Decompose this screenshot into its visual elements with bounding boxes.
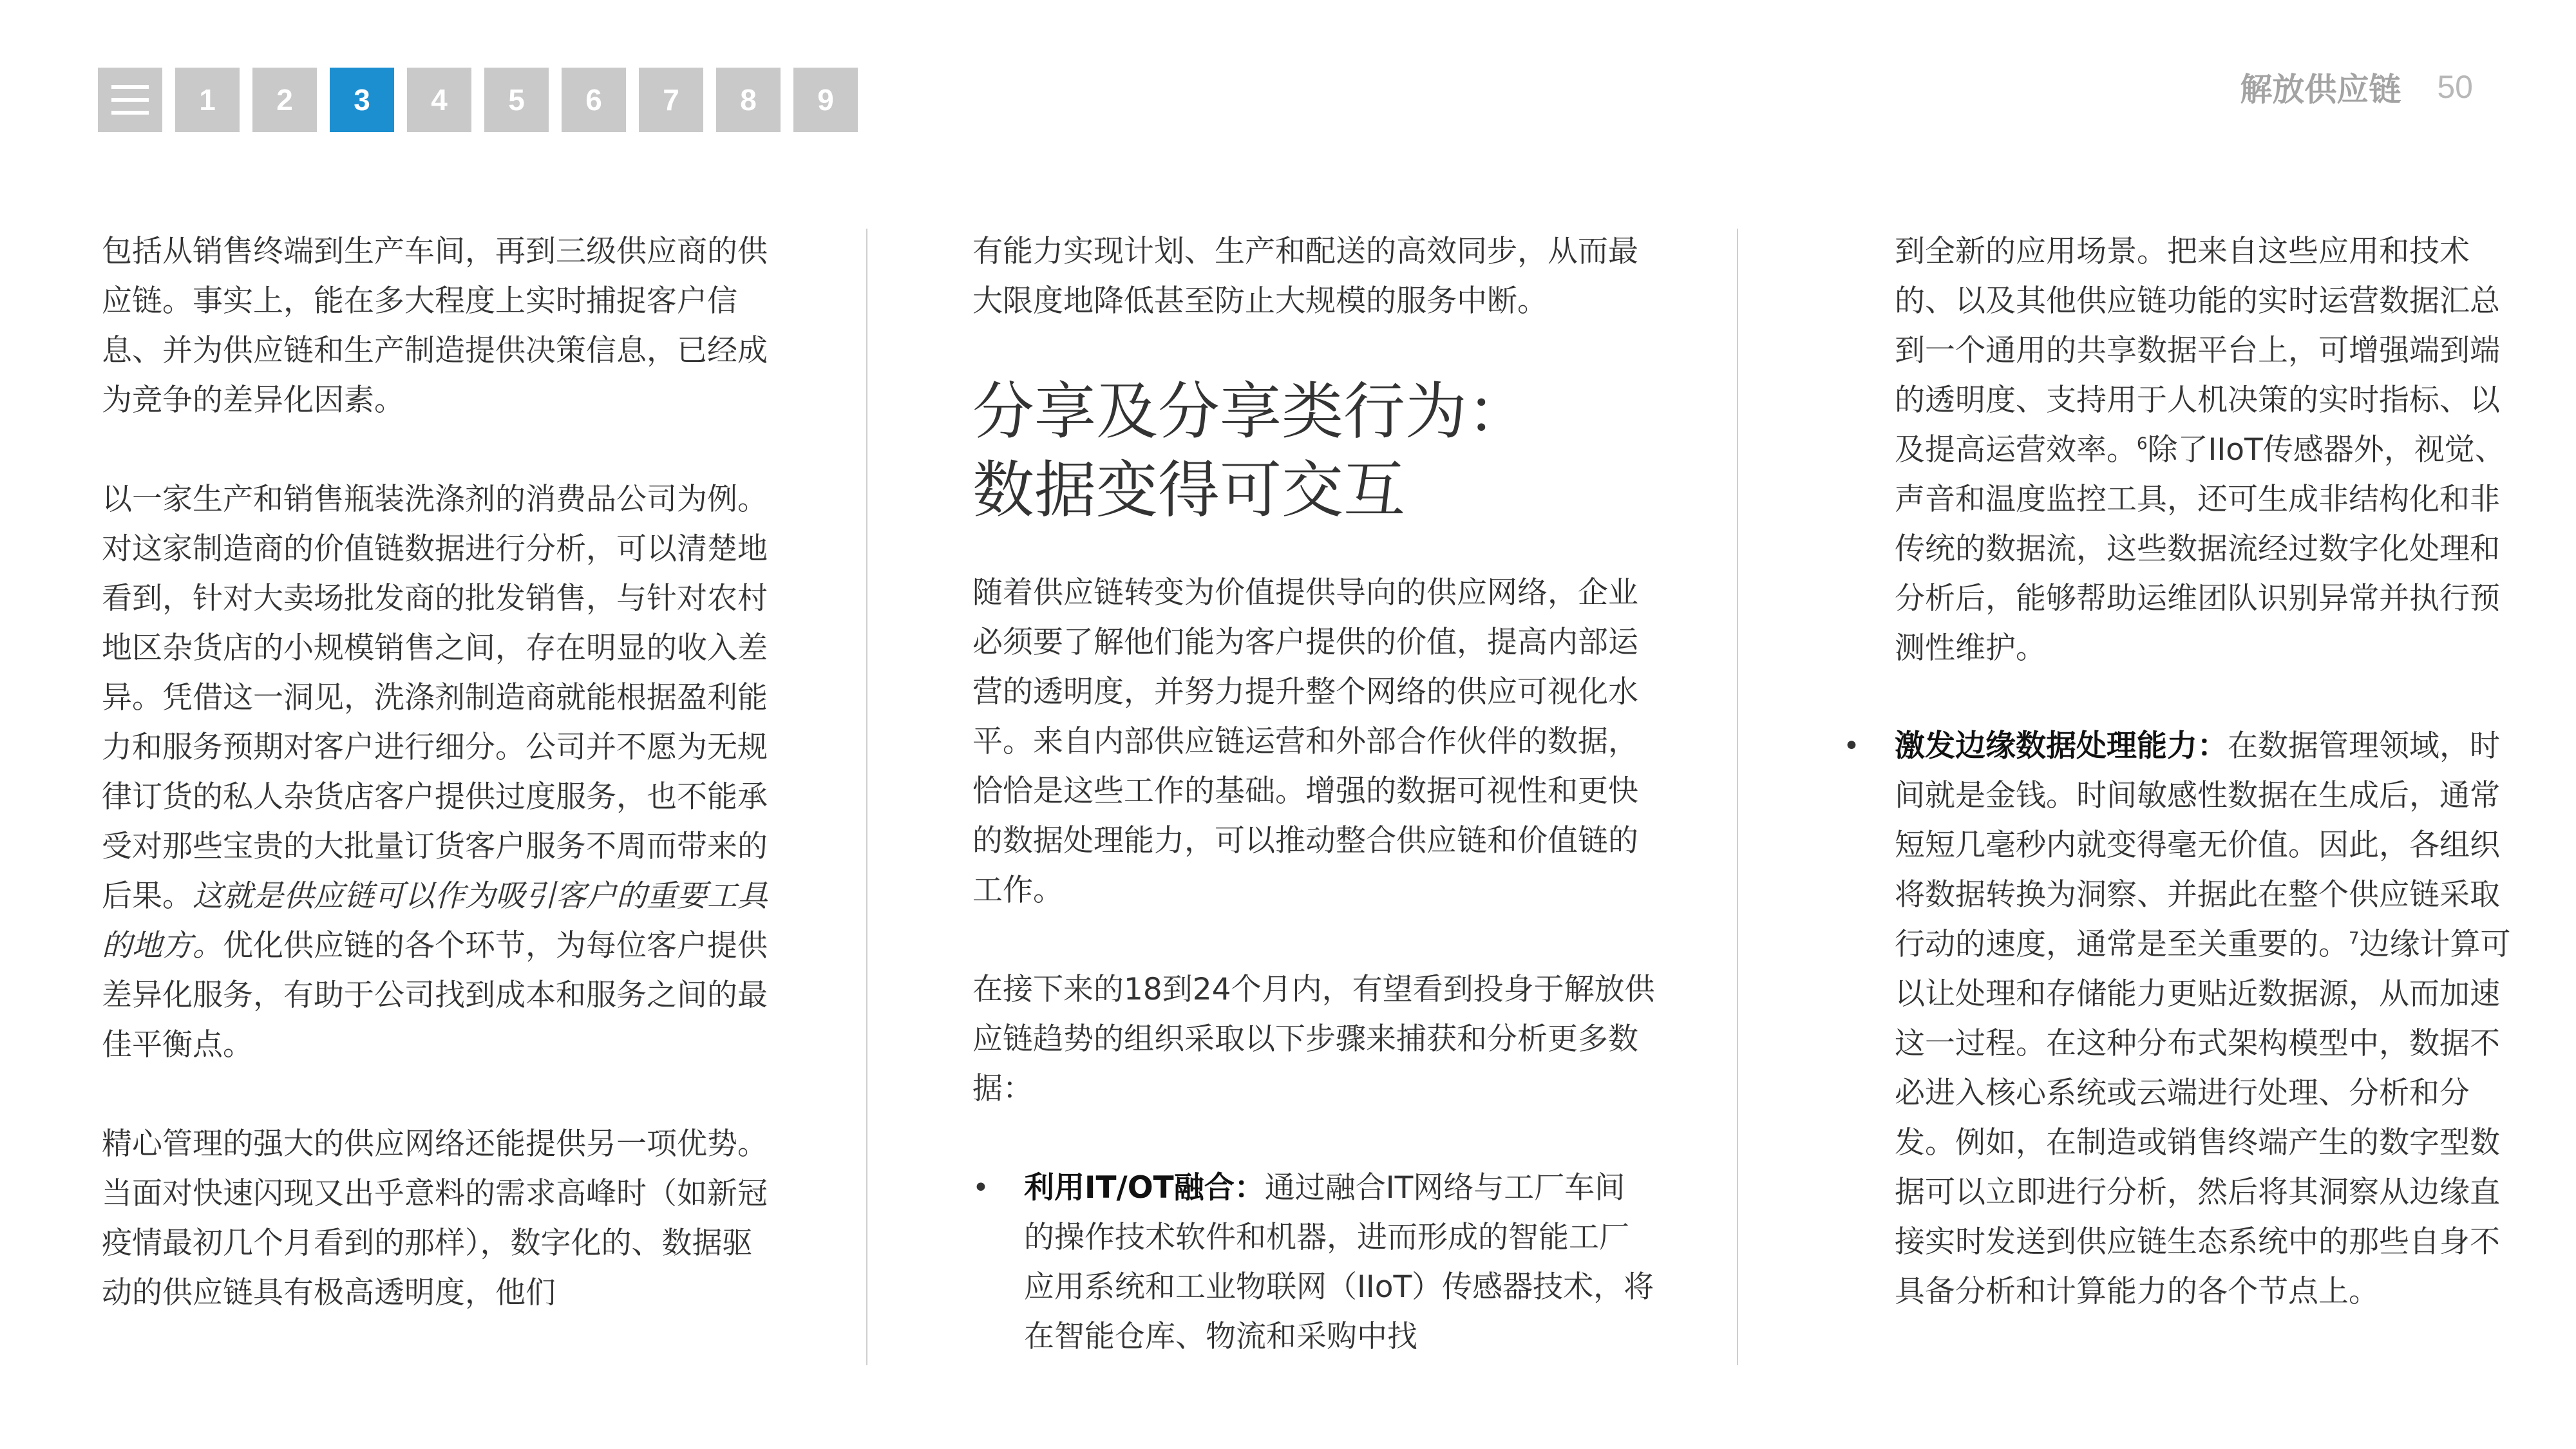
- chapter-2-button[interactable]: 2: [252, 68, 317, 132]
- heading-line: 分享及分享类行为：: [972, 375, 1529, 448]
- chapter-9-button[interactable]: 9: [793, 68, 858, 132]
- footnote-ref: 7: [2349, 929, 2360, 949]
- footnote-ref: 6: [2137, 434, 2148, 454]
- section-title: 解放供应链: [2240, 71, 2401, 108]
- paragraph: [1843, 227, 2519, 673]
- paragraph: 包括从销售终端到生产车间，再到三级供应商的供应链。事实上，能在多大程度上实时捕捉客户信息、并为供应链和生产制造提供决策信息，已经成为竞争的差异化因素。: [102, 234, 768, 418]
- bullet-icon: •: [1843, 730, 1860, 762]
- bullet-lead: 利用IT/OT融合：: [1024, 1170, 1265, 1206]
- bullet-icon: •: [972, 1171, 989, 1204]
- bullet-body: 边缘计算可以让处理和存储能力更贴近数据源，从而加速这一过程。在这种分布式架构模型中，数据不必进入核心系统或云端进行处理、分析和分发。例如，在制造或销售终端产生的数字型数据可以立即进行分析，然后将其洞察从边缘直接实时发送到供应链生态系统中的那些自身不具备分析和计算能力的各个节点上。: [1895, 927, 2511, 1309]
- paragraph: 随着供应链转变为价值提供导向的供应网络，企业必须要了解他们能为客户提供的价值，提高内部运营的透明度，并努力提升整个网络的供应可视化水平。来自内部供应链运营和外部合作伙伴的数据，恰恰是这些工作的基础。增强的数据可视性和更快的数据处理能力，可以推动整合供应链和价值链的工作。: [972, 575, 1638, 908]
- chapter-7-button[interactable]: 7: [639, 68, 703, 132]
- paragraph: 在接下来的18到24个月内，有望看到投身于解放供应链趋势的组织采取以下步骤来捕获和分析更多数据：: [972, 972, 1655, 1106]
- bullet-lead: 激发边缘数据处理能力：: [1895, 728, 2228, 764]
- chapter-3-button[interactable]: 3: [330, 68, 394, 132]
- paragraph-text: 到全新的应用场景。把来自这些应用和技术的、以及其他供应链功能的实时运营数据汇总到一个通用的共享数据平台上，可增强端到端的透明度、支持用于人机决策的实时指标、以及提高运营效率。: [1895, 234, 2500, 468]
- paragraph-text: 除了IIoT传感器外，视觉、声音和温度监控工具，还可生成非结构化和非传统的数据流，这些数据流经过数字化处理和分析后，能够帮助运维团队识别异常并执行预测性维护。: [1895, 432, 2505, 666]
- chapter-6-button[interactable]: 6: [562, 68, 626, 132]
- emphasis-text: 这就是供应链可以作为吸引客户的重要工具的地方。: [102, 878, 768, 963]
- text-column-2: [972, 227, 1655, 1361]
- chapter-8-button[interactable]: 8: [716, 68, 781, 132]
- menu-button[interactable]: [98, 68, 162, 132]
- bullet-item: [972, 1163, 1655, 1361]
- text-column-3: [1843, 227, 2519, 1316]
- paragraph: 有能力实现计划、生产和配送的高效同步，从而最大限度地降低甚至防止大规模的服务中断。: [972, 234, 1638, 319]
- paragraph-text: 以一家生产和销售瓶装洗涤剂的消费品公司为例。对这家制造商的价值链数据进行分析，可以清楚地看到，针对大卖场批发商的批发销售，与针对农村地区杂货店的小规模销售之间，存在明显的收入差异。凭借这一洞见，洗涤剂制造商就能根据盈利能力和服务预期对客户进行细分。公司并不愿为无规律订货的私人杂货店客户提供过度服务，也不能承受对那些宝贵的大批量订货客户服务不周而带来的后果。: [102, 482, 768, 914]
- bullet-body: 在数据管理领域，时间就是金钱。时间敏感性数据在生成后，通常短短几毫秒内就变得毫无价值。因此，各组织将数据转换为洞察、并据此在整个供应链采取行动的速度，通常是至关重要的。: [1895, 728, 2500, 962]
- chapter-1-button[interactable]: 1: [175, 68, 240, 132]
- bullet-text: [1895, 721, 2519, 1316]
- paragraph: [102, 475, 778, 1070]
- column-divider: [866, 229, 867, 1365]
- chapter-navigation: [98, 68, 858, 132]
- bullet-text: [1024, 1163, 1655, 1361]
- chapter-4-button[interactable]: 4: [407, 68, 471, 132]
- section-heading: [972, 372, 1655, 529]
- paragraph-text: 优化供应链的各个环节，为每位客户提供差异化服务，有助于公司找到成本和服务之间的最佳平衡点。: [102, 928, 768, 1063]
- page-header: [2240, 64, 2473, 109]
- hamburger-menu-icon: [111, 85, 149, 115]
- chapter-5-button[interactable]: 5: [484, 68, 549, 132]
- text-column-1: [102, 227, 778, 1318]
- paragraph: 精心管理的强大的供应网络还能提供另一项优势。当面对快速闪现又出乎意料的需求高峰时（如新冠疫情最初几个月看到的那样），数字化的、数据驱动的供应链具有极高透明度，他们: [102, 1126, 768, 1311]
- page-number: 50: [2437, 69, 2473, 105]
- bullet-body: 通过融合IT网络与工厂车间的操作技术软件和机器，进而形成的智能工厂应用系统和工业物联网（IIoT）传感器技术，将在智能仓库、物流和采购中找: [1024, 1170, 1654, 1354]
- bullet-item: [1843, 721, 2519, 1316]
- heading-line: 数据变得可交互: [972, 454, 1405, 526]
- column-divider: [1737, 229, 1738, 1365]
